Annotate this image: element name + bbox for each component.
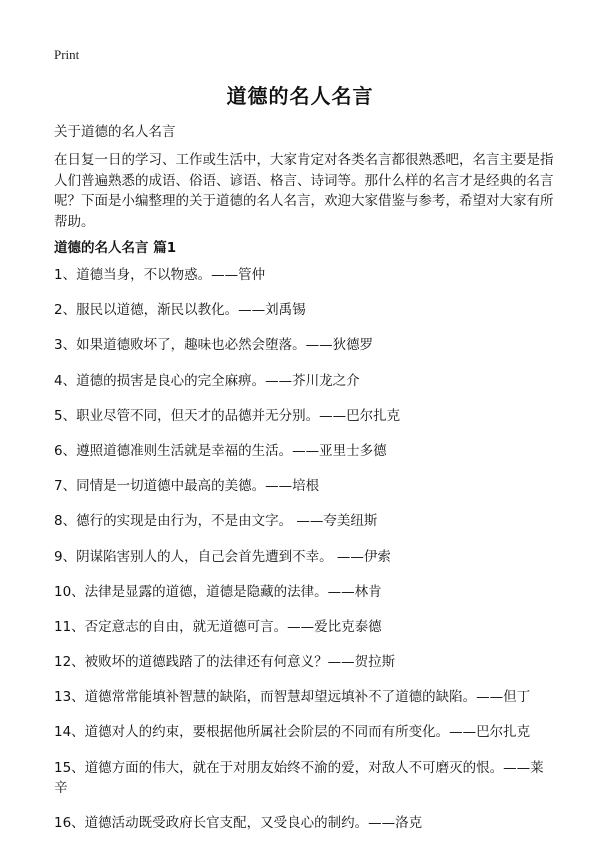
- quote-item: 13、道德常常能填补智慧的缺陷，而智慧却望远填补不了道德的缺陷。——但丁: [54, 689, 531, 706]
- quote-item: 7、同情是一切道德中最高的美德。——培根: [54, 478, 320, 495]
- quote-item: 3、如果道德败坏了，趣味也必然会堕落。——狄德罗: [54, 337, 374, 354]
- quote-item: 8、德行的实现是由行为，不是由文字。 ——夸美纽斯: [54, 513, 378, 530]
- quote-item: 15、道德方面的伟大，就在于对朋友始终不渝的爱，对敌人不可磨灭的恨。——莱辛: [54, 759, 544, 796]
- quote-item: 1、道德当身，不以物惑。——管仲: [54, 267, 266, 283]
- quote-item: 12、被败坏的道德践踏了的法律还有何意义？——贺拉斯: [54, 654, 396, 671]
- section-heading: 道德的名人名言 篇1: [54, 240, 177, 256]
- quote-item: 9、阴谋陷害别人的人，自己会首先遭到不幸。 ——伊索: [54, 548, 391, 565]
- quote-item: 2、服民以道德，渐民以教化。——刘禹锡: [54, 302, 306, 319]
- quote-item: 11、否定意志的自由，就无道德可言。——爱比克泰德: [54, 618, 382, 635]
- page-title: 道德的名人名言: [226, 84, 374, 108]
- quote-item: 10、法律是显露的道德，道德是隐藏的法律。——林肯: [54, 583, 382, 600]
- quote-item: 16、道德活动既受政府长官支配，又受良心的制约。——洛克: [54, 814, 423, 831]
- article-subtitle: 关于道德的名人名言: [54, 124, 176, 140]
- quote-item: 4、道德的损害是良心的完全麻痹。——芥川龙之介: [54, 372, 360, 389]
- quote-item: 5、职业尽管不同，但天才的品德并无分别。——巴尔扎克: [54, 407, 401, 424]
- quote-item: 14、道德对人的约束，要根据他所属社会阶层的不同而有所变化。——巴尔扎克: [54, 724, 531, 741]
- quote-item: 6、遵照道德准则生活就是幸福的生活。——亚里士多德: [54, 442, 387, 459]
- quote-list: [54, 265, 554, 848]
- print-link[interactable]: Print: [54, 47, 80, 62]
- intro-paragraph: 在日复一日的学习、工作或生活中，大家肯定对各类名言都很熟悉吧，名言主要是指人们普遍熟悉的成语、俗语、谚语、格言、诗词等。那什么样的名言才是经典的名言呢？下面是小编整理的关于道德的名人名言，欢迎大家借鉴与参考，希望对大家有所帮助。: [54, 152, 554, 230]
